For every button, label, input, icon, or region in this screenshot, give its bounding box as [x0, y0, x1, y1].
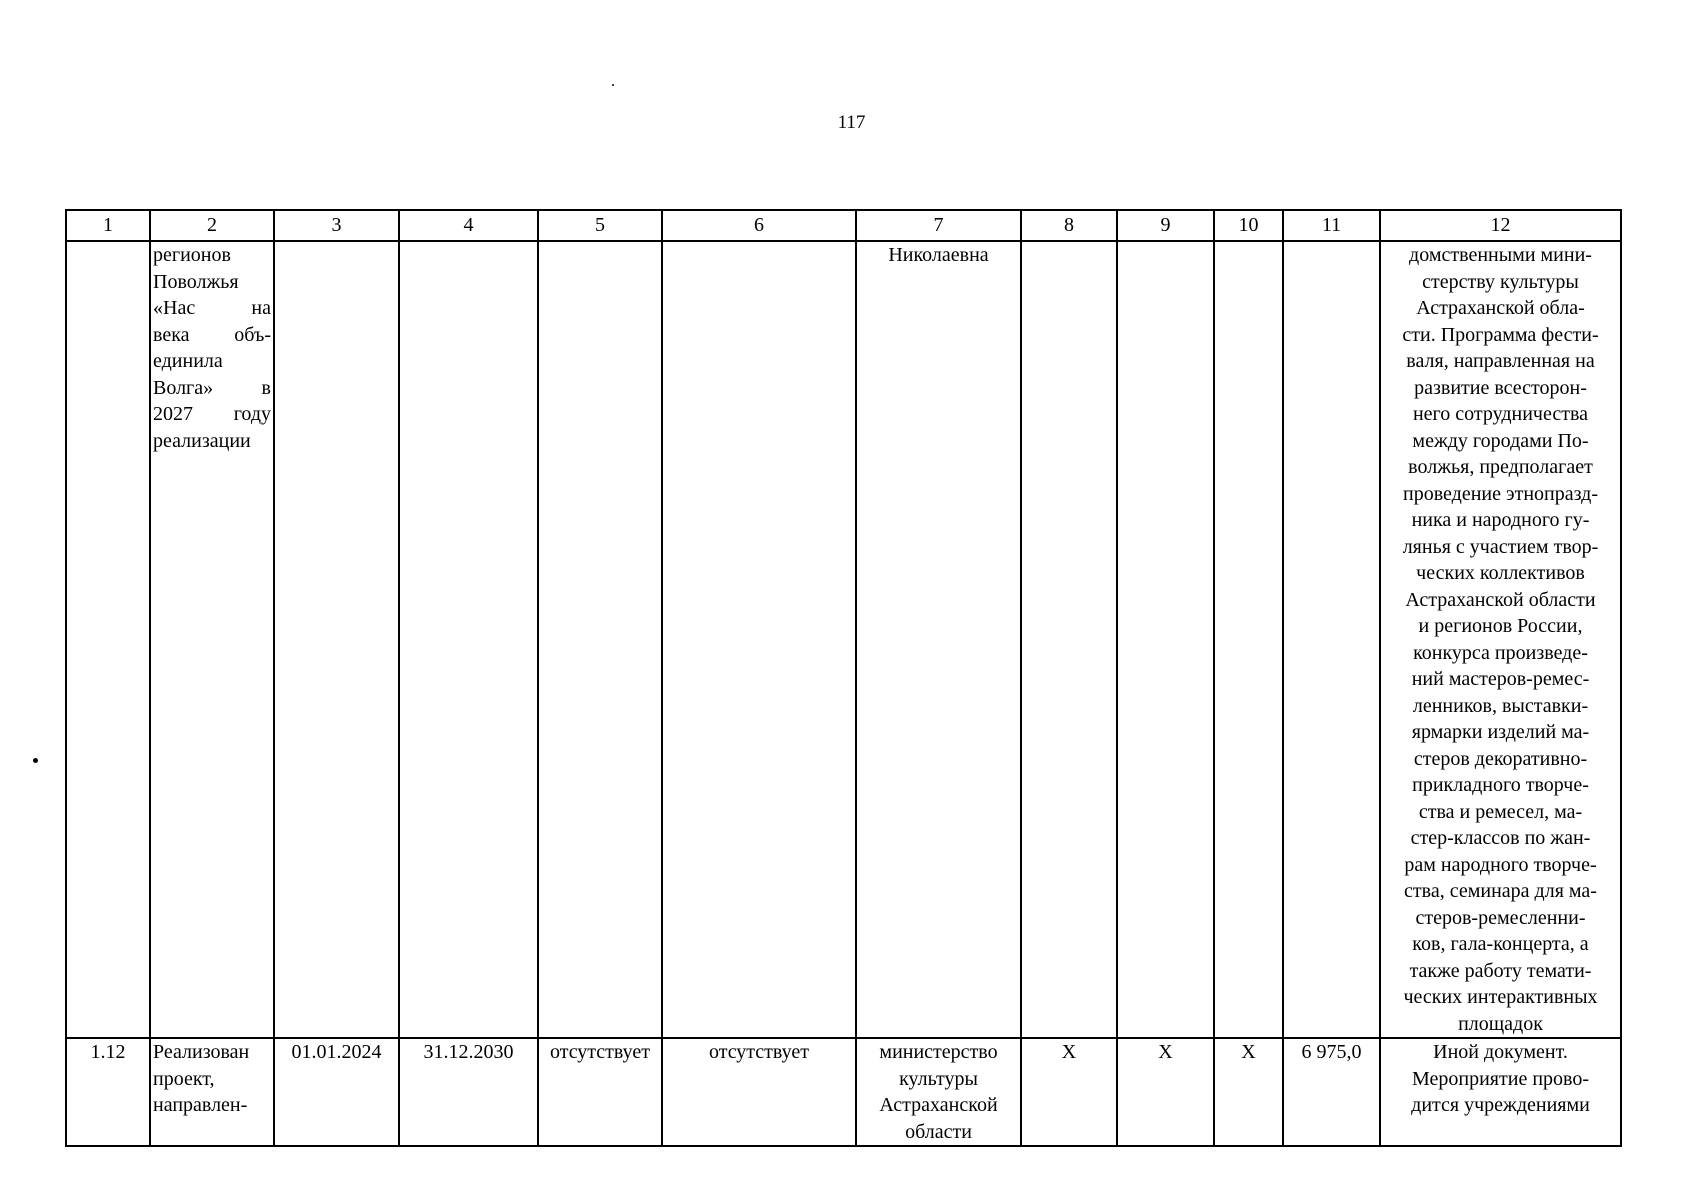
column-header: 8 [1021, 210, 1117, 241]
cell-text-line: стер-классов по жан- [1410, 827, 1591, 849]
cell-text-line: прикладного творче- [1412, 774, 1589, 796]
header-row [66, 210, 1621, 241]
cell-text-line: сти. Программа фести- [1402, 323, 1599, 346]
column-header: 11 [1283, 210, 1380, 241]
cell-text-line: ства и ремесел, ма- [1418, 800, 1583, 823]
scan-speck [33, 758, 38, 763]
cell-text-line: «Нас на [153, 297, 271, 319]
cell-end-date [399, 241, 538, 1038]
column-header: 1 [66, 210, 150, 241]
cell-text-line: Астраханской обла- [1416, 297, 1585, 319]
cell-text-line: проект, [153, 1067, 215, 1090]
cell-col5: отсутствует [538, 1038, 662, 1146]
cell-text-line: Волга» в [153, 376, 271, 399]
cell-text-line: ний мастеров-ремес- [1411, 668, 1590, 690]
cell-col5 [538, 241, 662, 1038]
cell-text-line: стеров-ремесленни- [1415, 906, 1586, 929]
cell-amount: 6 975,0 [1283, 1038, 1380, 1146]
cell-col9 [1117, 241, 1214, 1038]
cell-text-line: также работу темати- [1409, 959, 1592, 982]
cell-description [1380, 241, 1621, 1038]
cell-text-line: рам народного творче- [1404, 853, 1597, 876]
cell-text-line: Реализован [153, 1041, 250, 1063]
cell-text-line: волжья, предполагает [1408, 456, 1593, 478]
column-header: 3 [274, 210, 399, 241]
cell-number [66, 241, 150, 1038]
cell-col6 [662, 241, 856, 1038]
column-header: 12 [1380, 210, 1621, 241]
cell-text-line: ярмарки изделий ма- [1411, 721, 1590, 743]
cell-name [150, 1038, 274, 1146]
cell-text-line: проведение этнопразд- [1403, 482, 1598, 505]
cell-text-line: стеров декоративно- [1413, 747, 1588, 770]
cell-description [1380, 1038, 1621, 1146]
cell-text-line: ленников, выставки- [1412, 694, 1589, 717]
cell-name [150, 241, 274, 1038]
cell-text-line: единила [153, 350, 223, 372]
cell-text-line: ческих интерактивных [1403, 986, 1598, 1008]
cell-text-line: регионов [153, 244, 231, 266]
cell-responsible [856, 1038, 1021, 1146]
cell-col9: Х [1117, 1038, 1214, 1146]
cell-responsible: Николаевна [856, 241, 1021, 1038]
cell-text-line: валя, направленная на [1406, 350, 1595, 372]
cell-text-line: конкурса произведе- [1413, 641, 1588, 664]
cell-text-line: дится учреждениями [1411, 1094, 1590, 1116]
column-header: 2 [150, 210, 274, 241]
cell-text-line: развитие всесторон- [1414, 376, 1587, 399]
cell-text-line: площадок [1458, 1012, 1543, 1035]
column-header: 9 [1117, 210, 1214, 241]
cell-text-line: домственными мини- [1409, 244, 1592, 266]
cell-amount [1283, 241, 1380, 1038]
cell-col8: Х [1021, 1038, 1117, 1146]
cell-text-line: стерству культуры [1422, 270, 1579, 293]
cell-end-date: 31.12.2030 [399, 1038, 538, 1146]
cell-start-date [274, 241, 399, 1038]
cell-col8 [1021, 241, 1117, 1038]
cell-text-line: области [905, 1120, 972, 1143]
cell-text-line: лянья с участием твор- [1402, 535, 1599, 558]
scan-speck [612, 84, 614, 86]
cell-text-line: министерство [879, 1041, 998, 1063]
table-row-continued [66, 241, 1621, 1038]
cell-text-line: культуры [899, 1067, 978, 1090]
column-header: 4 [399, 210, 538, 241]
cell-start-date: 01.01.2024 [274, 1038, 399, 1146]
column-header: 6 [662, 210, 856, 241]
cell-text-line: Мероприятие прово- [1412, 1067, 1589, 1090]
cell-text-line: ника и народного гу- [1411, 509, 1590, 531]
cell-text-line: ков, гала-концерта, а [1412, 933, 1589, 955]
cell-number: 1.12 [66, 1038, 150, 1146]
column-header: 10 [1214, 210, 1283, 241]
cell-col10 [1214, 241, 1283, 1038]
cell-text-line: направлен- [153, 1094, 248, 1116]
document-table [65, 209, 1622, 1147]
cell-text-line: Поволжья [153, 270, 239, 293]
cell-col6: отсутствует [662, 1038, 856, 1146]
page-number: 117 [837, 112, 866, 133]
cell-text-line: Иной документ. [1433, 1041, 1568, 1063]
cell-text-line: 2027 году [153, 403, 271, 425]
cell-text-line: между городами По- [1412, 429, 1589, 452]
table-row-1-12 [66, 1038, 1621, 1146]
cell-text-line: и регионов России, [1418, 615, 1583, 637]
column-header: 7 [856, 210, 1021, 241]
cell-text-line: Астраханской области [1405, 588, 1596, 611]
cell-text-line: него сотрудничества [1412, 403, 1589, 425]
cell-text-line: ческих коллективов [1416, 562, 1585, 584]
column-header: 5 [538, 210, 662, 241]
cell-text-line: реализации [153, 429, 251, 452]
cell-text-line: Астраханской [879, 1094, 998, 1116]
cell-text-line: века объ- [153, 323, 271, 346]
cell-text-line: ства, семинара для ма- [1404, 880, 1597, 902]
cell-col10: Х [1214, 1038, 1283, 1146]
